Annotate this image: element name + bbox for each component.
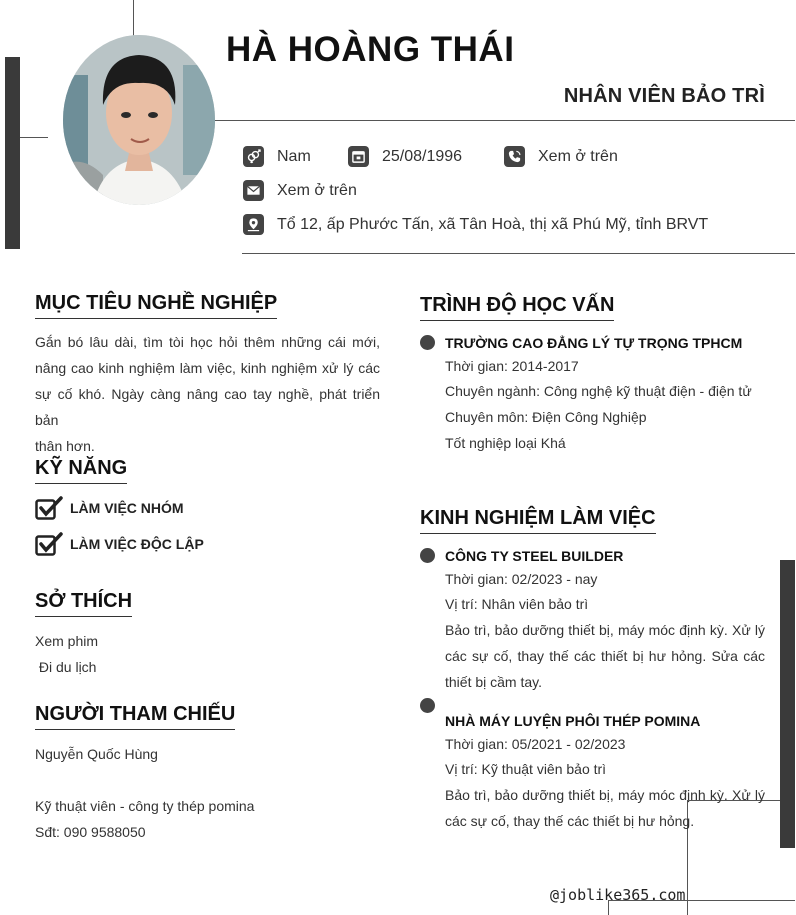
job-title: NHÂN VIÊN BẢO TRÌ: [563, 85, 765, 107]
contact-phone: [504, 146, 618, 167]
references-title: NGƯỜI THAM CHIẾU: [35, 703, 235, 730]
hobbies-title: SỞ THÍCH: [35, 590, 132, 617]
timeline-dot: [420, 698, 435, 713]
avatar: [63, 35, 215, 205]
job-position: Vị trí: Nhân viên bảo trì: [445, 596, 589, 612]
timeline-dot: [420, 548, 435, 563]
company-name: NHÀ MÁY LUYỆN PHÔI THÉP POMINA: [445, 713, 701, 729]
job-description-line: các sự cố, thay thế các thiết bị hư hỏng. Sửa các: [445, 648, 765, 664]
address-value: Tổ 12, ấp Phước Tấn, xã Tân Hoà, thị xã Phú Mỹ, tỉnh BRVT: [277, 215, 709, 233]
birthday-value: 25/08/1996: [382, 147, 463, 165]
calendar-icon: [348, 146, 369, 167]
objective-line: thân hơn.: [35, 438, 95, 454]
experience-title: KINH NGHIỆM LÀM VIỆC: [420, 507, 656, 534]
education-subject: Chuyên môn: Điện Công Nghiệp: [445, 409, 647, 425]
checkbox-icon: [35, 532, 63, 556]
email-value: Xem ở trên: [277, 181, 357, 199]
contact-email: [243, 180, 357, 201]
avatar-photo: [63, 35, 215, 205]
checkbox-icon: [35, 496, 63, 520]
skill-item: [35, 532, 204, 556]
timeline-dot: [420, 335, 435, 350]
gender-value: Nam: [277, 147, 311, 165]
job-description: [445, 617, 765, 695]
job-description-line: thiết bị cầm tay.: [445, 674, 543, 690]
right-accent-bar: [780, 560, 795, 848]
skill-item: [35, 496, 184, 520]
contact-divider: [242, 253, 795, 254]
envelope-icon: [243, 180, 264, 201]
contact-gender: [243, 146, 311, 167]
map-pin-icon: [243, 214, 264, 235]
top-connector-line: [133, 0, 134, 36]
objective-line: sự cố khó. Ngày càng nâng cao tay nghề, phát triển bản: [35, 386, 380, 428]
job-description-line: Bảo trì, bảo dưỡng thiết bị, máy móc định kỳ. Xử lý: [445, 787, 765, 803]
hobby-item: Đi du lịch: [35, 659, 97, 675]
job-description-line: Bảo trì, bảo dưỡng thiết bị, máy móc định kỳ. Xử lý: [445, 622, 765, 638]
header-divider: [215, 120, 795, 121]
reference-name: Nguyễn Quốc Hùng: [35, 746, 158, 762]
company-name: CÔNG TY STEEL BUILDER: [445, 548, 624, 564]
contact-address: [243, 214, 708, 235]
education-title: TRÌNH ĐỘ HỌC VẤN: [420, 294, 614, 321]
education-major: Chuyên ngành: Công nghệ kỹ thuật điện - điện tử: [445, 383, 752, 399]
skill-label: LÀM VIỆC NHÓM: [70, 500, 184, 516]
skill-label: LÀM VIỆC ĐỘC LẬP: [70, 536, 204, 552]
gender-icon: [243, 146, 264, 167]
reference-phone: Sđt: 090 9588050: [35, 824, 146, 840]
hobby-item: Xem phim: [35, 633, 99, 649]
job-time: Thời gian: 02/2023 - nay: [445, 571, 598, 587]
objective-line: nâng cao kinh nghiệm làm việc, kinh nghiệm xử lý các: [35, 360, 380, 376]
job-time: Thời gian: 05/2021 - 02/2023: [445, 736, 626, 752]
education-grade: Tốt nghiệp loại Khá: [445, 435, 566, 451]
objective-text: [35, 329, 380, 459]
objective-title: MỤC TIÊU NGHỀ NGHIỆP: [35, 292, 277, 319]
education-time: Thời gian: 2014-2017: [445, 358, 579, 374]
left-connector-line: [20, 137, 48, 138]
phone-icon: [504, 146, 525, 167]
skills-title: KỸ NĂNG: [35, 457, 127, 484]
job-position: Vị trí: Kỹ thuật viên bảo trì: [445, 761, 607, 777]
school-name: TRƯỜNG CAO ĐẲNG LÝ TỰ TRỌNG TPHCM: [445, 335, 743, 351]
left-accent-bar: [5, 57, 20, 249]
watermark: @joblike365.com: [550, 886, 686, 904]
candidate-name: HÀ HOÀNG THÁI: [226, 30, 515, 69]
phone-value: Xem ở trên: [538, 147, 618, 165]
job-description: [445, 782, 765, 834]
objective-line: Gắn bó lâu dài, tìm tòi học hỏi thêm những cái mới,: [35, 334, 380, 350]
job-description-line: các sự cố, thay thế các thiết bị hư hỏng.: [445, 813, 695, 829]
reference-role: Kỹ thuật viên - công ty thép pomina: [35, 798, 255, 814]
contact-birthday: [348, 146, 462, 167]
